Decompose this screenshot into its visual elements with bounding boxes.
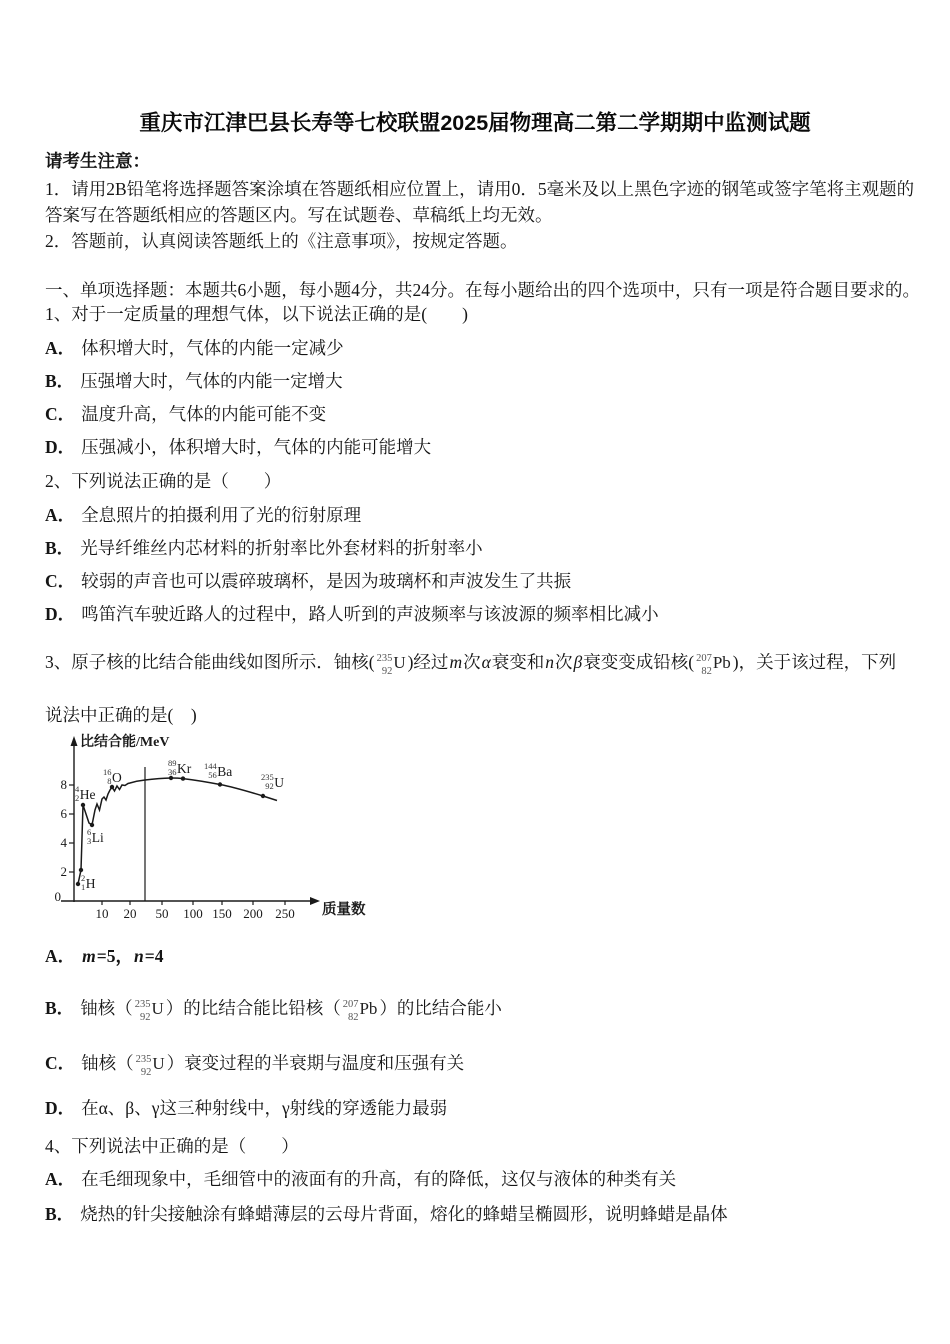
option-text: 铀核（ [81,1053,134,1073]
option-label: B． [45,538,75,558]
option-text: 鸣笛汽车驶近路人的过程中，路人听到的声波频率与该波源的频率相比减小 [81,604,659,624]
beta-symbol: β [573,652,583,672]
q4-stem: 4、下列说法中正确的是（ ） [45,1136,299,1156]
q4-option-a [45,1169,676,1191]
y-tick-2: 2 [60,864,67,879]
point-label-ba: 144 56 Ba [204,761,233,781]
option-label: C． [45,1053,76,1073]
stem-text: 次 [463,652,481,672]
notice-line-3: 2．答题前，认真阅读答题纸上的《注意事项》，按规定答题。 [45,231,518,251]
x-tick-50: 50 [155,906,169,921]
q1-option-c [45,404,326,426]
point-label-h: 2 1 H [81,873,96,893]
y-axis-arrow-icon [71,736,78,746]
option-text: 铀核（ [80,998,133,1018]
option-label: C． [45,404,76,424]
option-label: A． [45,946,76,966]
x-tick-250: 250 [275,906,295,921]
x-tick-100: 100 [183,906,203,921]
notice-line-2: 答案写在答题纸相应的答题区内。写在试题卷、草稿纸上均无效。 [45,205,553,225]
nuclide-u235 [377,653,406,678]
stem-text: 3、原子核的比结合能曲线如图所示．铀核( [45,652,375,672]
option-label: A． [45,1169,76,1189]
x-tick-150: 150 [212,906,232,921]
point-label-u: 235 92 U [261,772,284,792]
option-text: 体积增大时，气体的内能一定减少 [81,338,344,358]
curve [78,778,277,884]
x-tick-20: 20 [123,906,137,921]
option-label: B． [45,1204,75,1224]
option-text: ）衰变过程的半衰期与温度和压强有关 [166,1053,465,1073]
q1-option-d [45,437,431,459]
q1-option-b [45,371,343,393]
q4-option-b [45,1204,728,1226]
x-tick-200: 200 [243,906,263,921]
atomic-number: 82 [701,665,712,677]
option-text: 压强增大时，气体的内能一定增大 [80,371,343,391]
q2-option-c [45,571,571,593]
x-axis-arrow-icon [310,897,320,905]
nuclide-numbers [696,653,712,678]
q3-option-d [45,1098,447,1120]
option-label: D． [45,437,76,457]
notice-line-1: 1．请用2B铅笔将选择题答案涂填在答题纸相应位置上，请用0．5毫米及以上黑色字迹的钢笔或签字笔将主观题的 [45,179,915,199]
var-m: m [82,946,96,966]
q2-option-d [45,604,659,626]
stem-text: 衰变变成铅核( [583,652,695,672]
option-text: m=5，n=4 [82,946,164,966]
option-text: ）的比结合能比铅核（ [165,998,341,1018]
option-label: A． [45,505,76,525]
mass-number: 235 [376,653,393,664]
var-n: n [545,652,555,672]
var-n: n [134,946,144,966]
var-m: m [449,652,463,672]
option-label: B． [45,371,75,391]
option-text: 压强减小，体积增大时，气体的内能可能增大 [81,437,432,457]
y-tick-8: 8 [60,777,67,792]
option-text: 在α、β、γ这三种射线中，γ射线的穿透能力最弱 [81,1098,448,1118]
option-text: 温度升高，气体的内能可能不变 [81,404,327,424]
option-label: B． [45,998,75,1018]
nuclide-u235: 235 92 U [135,1053,165,1078]
option-text: 在毛细现象中，毛细管中的液面有的升高，有的降低，这仅与液体的种类有关 [81,1169,677,1189]
option-label: D． [45,604,76,624]
option-text: ）的比结合能小 [379,998,502,1018]
stem-text: 次 [555,652,573,672]
mass-number: 207 [696,653,712,664]
section-heading: 一、单项选择题：本题共6小题，每小题4分，共24分。在每小题给出的四个选项中，只有一项是符合题目要求的。 [45,280,920,300]
alpha-symbol: α [481,652,491,672]
q2-stem: 2、下列说法正确的是（ ） [45,471,282,491]
nuclide-pb207: 207 82 Pb [342,998,378,1023]
exam-title: 重庆市江津巴县长寿等七校联盟2025届物理高二第二学期期中监测试题 [139,111,811,135]
stem-text: 衰变和 [491,652,545,672]
binding-energy-chart [55,733,415,938]
x-axis-label: 质量数 [322,902,366,918]
data-points [76,776,265,886]
option-text: 较弱的声音也可以震碎玻璃杯，是因为玻璃杯和声波发生了共振 [81,571,572,591]
option-label: D． [45,1098,76,1118]
stem-text: )经过 [407,652,449,672]
y-tick-4: 4 [60,835,67,850]
y-tick-0: 0 [54,889,61,904]
option-text: 光导纤维丝内芯材料的折射率比外套材料的折射率小 [80,538,483,558]
option-label: A． [45,338,76,358]
x-tick-10: 10 [95,906,109,921]
option-text: 烧热的针尖接触涂有蜂蜡薄层的云母片背面，熔化的蜂蜡呈椭圆形，说明蜂蜡是晶体 [80,1204,728,1224]
q3-option-b [45,998,502,1031]
q3-stem-line2: 说法中正确的是( ) [45,705,197,725]
option-label: C． [45,571,76,591]
atomic-number: 92 [381,665,393,677]
point-label-li: 6 3 Li [87,827,104,847]
q2-option-a [45,505,361,527]
nuclide-u235: 235 92 U [134,998,164,1023]
y-tick-6: 6 [60,806,67,821]
element-symbol: U [393,652,406,672]
q1-stem: 1、对于一定质量的理想气体，以下说法正确的是( ) [45,304,468,324]
q3-stem-line1 [45,652,896,685]
element-symbol: Pb [712,652,731,672]
point-label-he: 4 2 He [75,784,96,804]
point-label-o: 16 8 O [103,767,122,787]
q3-option-c [45,1053,464,1086]
q3-option-a [45,946,163,968]
nuclide-numbers [377,653,393,678]
q1-option-a [45,338,344,360]
y-axis-label: 比结合能/MeV [80,735,170,750]
y-tick-marks [69,785,74,872]
point-label-kr: 89 36 Kr [168,758,192,778]
notice-heading: 请考生注意： [45,151,150,171]
nuclide-pb207 [696,653,731,678]
option-text: 全息照片的拍摄利用了光的衍射原理 [81,505,362,525]
stem-text: )，关于该过程，下列 [732,652,897,672]
q2-option-b [45,538,483,560]
